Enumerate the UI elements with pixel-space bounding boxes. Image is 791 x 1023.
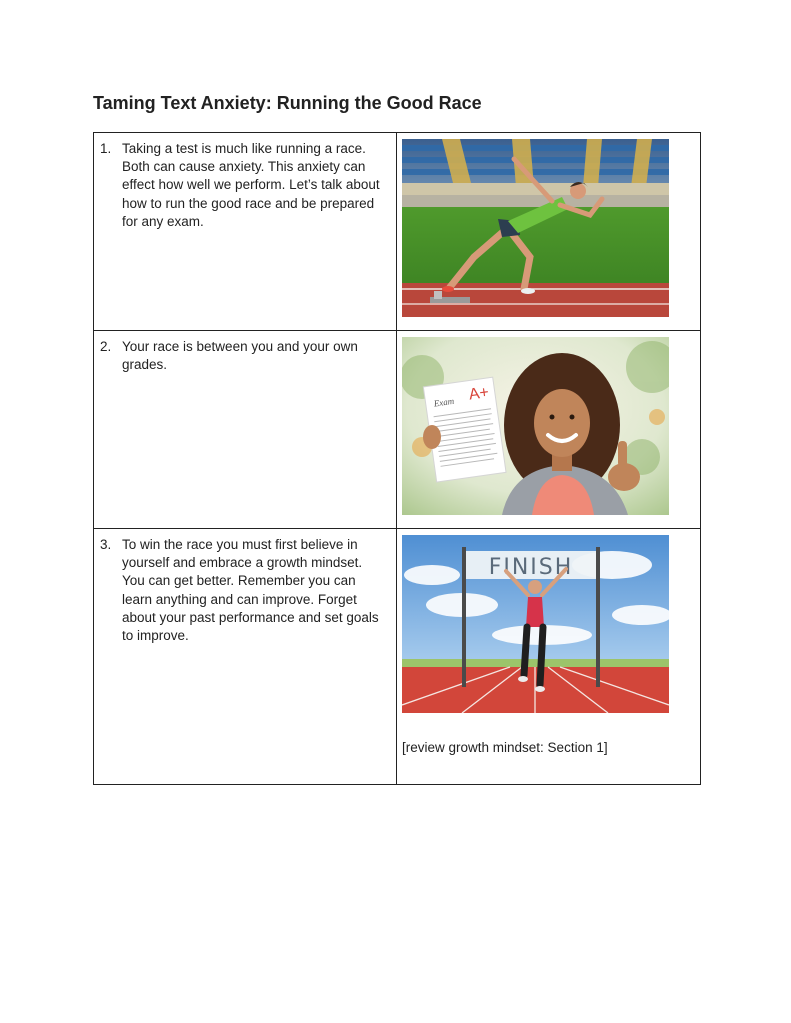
text-cell: [94, 331, 397, 529]
sprinter-image: [402, 139, 669, 317]
text-cell: [94, 133, 397, 331]
list-item: [94, 133, 396, 231]
table-row: [94, 133, 701, 331]
image-cell: [397, 133, 701, 331]
image-cell: [397, 529, 701, 785]
finish-line-image: [402, 535, 669, 713]
list-item: [94, 529, 396, 645]
item-text: Taking a test is much like running a race. Both can cause anxiety. This anxiety can effect how well we perform. Let’s talk about how to run the good race and be prepared for any exam.: [122, 141, 380, 229]
item-text: Your race is between you and your own grades.: [122, 339, 358, 373]
item-text: To win the race you must first believe in yourself and embrace a growth mindset. You can get better. Remember you can learn anything and can improve. Forget about your past performance and set goals to improve.: [122, 537, 379, 644]
section-caption: [review growth mindset: Section 1]: [402, 740, 608, 755]
page-title: Taming Text Anxiety: Running the Good Race: [93, 93, 482, 113]
item-number: 2.: [100, 339, 112, 354]
student-exam-image: [402, 337, 669, 515]
lesson-table: [93, 132, 701, 785]
list-item: [94, 331, 396, 374]
table-row: [94, 529, 701, 785]
exam-grade: A+: [467, 383, 490, 404]
table-row: [94, 331, 701, 529]
item-number: 1.: [100, 141, 112, 156]
finish-banner-text: FINISH: [488, 555, 574, 580]
text-cell: [94, 529, 397, 785]
image-cell: [397, 331, 701, 529]
item-number: 3.: [100, 537, 112, 552]
exam-label: Exam: [433, 395, 455, 409]
